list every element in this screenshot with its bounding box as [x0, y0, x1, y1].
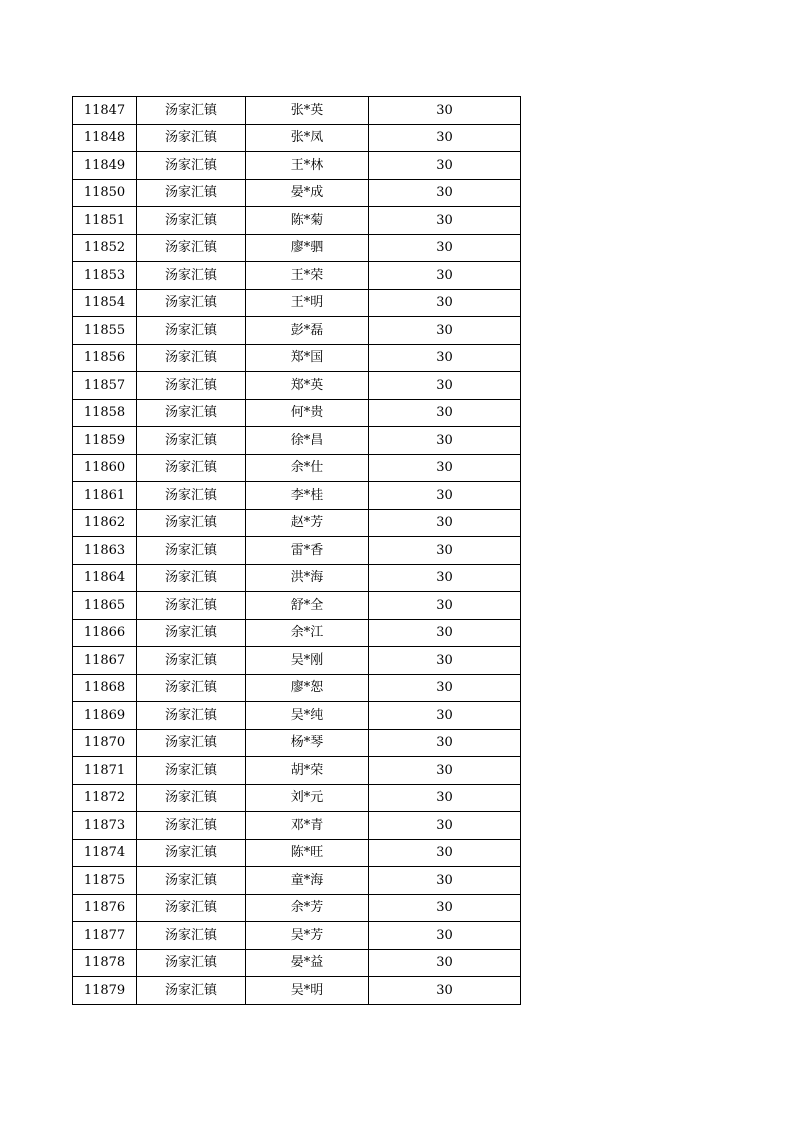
- name-cell: 舒*全: [246, 592, 369, 620]
- name-cell: 吴*刚: [246, 647, 369, 675]
- row-number-cell: 11874: [73, 839, 137, 867]
- table-row: [73, 674, 521, 702]
- table-row: [73, 977, 521, 1005]
- name-cell: 王*荣: [246, 262, 369, 290]
- table-row: [73, 564, 521, 592]
- table-row: [73, 619, 521, 647]
- amount-cell: 30: [369, 867, 521, 895]
- amount-cell: 30: [369, 289, 521, 317]
- row-number-cell: 11862: [73, 509, 137, 537]
- town-cell: 汤家汇镇: [137, 97, 246, 125]
- row-number-cell: 11854: [73, 289, 137, 317]
- name-cell: 彭*磊: [246, 317, 369, 345]
- row-number-cell: 11849: [73, 152, 137, 180]
- amount-cell: 30: [369, 922, 521, 950]
- town-cell: 汤家汇镇: [137, 619, 246, 647]
- name-cell: 雷*香: [246, 537, 369, 565]
- name-cell: 杨*琴: [246, 729, 369, 757]
- town-cell: 汤家汇镇: [137, 894, 246, 922]
- name-cell: 郑*国: [246, 344, 369, 372]
- amount-cell: 30: [369, 729, 521, 757]
- table-row: [73, 427, 521, 455]
- amount-cell: 30: [369, 344, 521, 372]
- amount-cell: 30: [369, 427, 521, 455]
- town-cell: 汤家汇镇: [137, 702, 246, 730]
- row-number-cell: 11856: [73, 344, 137, 372]
- row-number-cell: 11855: [73, 317, 137, 345]
- name-cell: 晏*成: [246, 179, 369, 207]
- town-cell: 汤家汇镇: [137, 454, 246, 482]
- table-row: [73, 234, 521, 262]
- name-cell: 李*桂: [246, 482, 369, 510]
- name-cell: 吴*芳: [246, 922, 369, 950]
- town-cell: 汤家汇镇: [137, 289, 246, 317]
- row-number-cell: 11877: [73, 922, 137, 950]
- row-number-cell: 11857: [73, 372, 137, 400]
- amount-cell: 30: [369, 399, 521, 427]
- town-cell: 汤家汇镇: [137, 124, 246, 152]
- name-cell: 胡*荣: [246, 757, 369, 785]
- town-cell: 汤家汇镇: [137, 207, 246, 235]
- name-cell: 张*凤: [246, 124, 369, 152]
- amount-cell: 30: [369, 124, 521, 152]
- name-cell: 王*明: [246, 289, 369, 317]
- table-body: [73, 97, 521, 1005]
- town-cell: 汤家汇镇: [137, 867, 246, 895]
- amount-cell: 30: [369, 702, 521, 730]
- amount-cell: 30: [369, 482, 521, 510]
- row-number-cell: 11878: [73, 949, 137, 977]
- amount-cell: 30: [369, 757, 521, 785]
- amount-cell: 30: [369, 977, 521, 1005]
- row-number-cell: 11861: [73, 482, 137, 510]
- row-number-cell: 11860: [73, 454, 137, 482]
- table-row: [73, 894, 521, 922]
- name-cell: 廖*驷: [246, 234, 369, 262]
- table-row: [73, 454, 521, 482]
- town-cell: 汤家汇镇: [137, 509, 246, 537]
- table-row: [73, 207, 521, 235]
- row-number-cell: 11866: [73, 619, 137, 647]
- row-number-cell: 11863: [73, 537, 137, 565]
- table-row: [73, 372, 521, 400]
- amount-cell: 30: [369, 509, 521, 537]
- table-row: [73, 509, 521, 537]
- row-number-cell: 11848: [73, 124, 137, 152]
- town-cell: 汤家汇镇: [137, 592, 246, 620]
- amount-cell: 30: [369, 207, 521, 235]
- name-cell: 邓*青: [246, 812, 369, 840]
- amount-cell: 30: [369, 839, 521, 867]
- name-cell: 何*贵: [246, 399, 369, 427]
- table-row: [73, 179, 521, 207]
- name-cell: 晏*益: [246, 949, 369, 977]
- table-row: [73, 482, 521, 510]
- row-number-cell: 11859: [73, 427, 137, 455]
- table-row: [73, 592, 521, 620]
- row-number-cell: 11851: [73, 207, 137, 235]
- amount-cell: 30: [369, 317, 521, 345]
- table-row: [73, 317, 521, 345]
- row-number-cell: 11870: [73, 729, 137, 757]
- town-cell: 汤家汇镇: [137, 949, 246, 977]
- town-cell: 汤家汇镇: [137, 537, 246, 565]
- name-cell: 王*林: [246, 152, 369, 180]
- name-cell: 张*英: [246, 97, 369, 125]
- name-cell: 余*仕: [246, 454, 369, 482]
- row-number-cell: 11867: [73, 647, 137, 675]
- name-cell: 陈*旺: [246, 839, 369, 867]
- table-row: [73, 97, 521, 125]
- town-cell: 汤家汇镇: [137, 922, 246, 950]
- name-cell: 吴*明: [246, 977, 369, 1005]
- name-cell: 郑*英: [246, 372, 369, 400]
- amount-cell: 30: [369, 647, 521, 675]
- table-row: [73, 399, 521, 427]
- table-row: [73, 537, 521, 565]
- roster-table: [72, 96, 521, 1005]
- row-number-cell: 11879: [73, 977, 137, 1005]
- row-number-cell: 11873: [73, 812, 137, 840]
- table-row: [73, 757, 521, 785]
- name-cell: 吴*纯: [246, 702, 369, 730]
- row-number-cell: 11864: [73, 564, 137, 592]
- town-cell: 汤家汇镇: [137, 839, 246, 867]
- amount-cell: 30: [369, 812, 521, 840]
- town-cell: 汤家汇镇: [137, 179, 246, 207]
- name-cell: 洪*海: [246, 564, 369, 592]
- town-cell: 汤家汇镇: [137, 812, 246, 840]
- town-cell: 汤家汇镇: [137, 372, 246, 400]
- table-row: [73, 124, 521, 152]
- table-row: [73, 812, 521, 840]
- town-cell: 汤家汇镇: [137, 317, 246, 345]
- amount-cell: 30: [369, 949, 521, 977]
- row-number-cell: 11847: [73, 97, 137, 125]
- row-number-cell: 11872: [73, 784, 137, 812]
- amount-cell: 30: [369, 592, 521, 620]
- amount-cell: 30: [369, 619, 521, 647]
- row-number-cell: 11865: [73, 592, 137, 620]
- town-cell: 汤家汇镇: [137, 564, 246, 592]
- table-row: [73, 949, 521, 977]
- name-cell: 余*江: [246, 619, 369, 647]
- town-cell: 汤家汇镇: [137, 784, 246, 812]
- town-cell: 汤家汇镇: [137, 482, 246, 510]
- table-row: [73, 729, 521, 757]
- name-cell: 童*海: [246, 867, 369, 895]
- amount-cell: 30: [369, 784, 521, 812]
- town-cell: 汤家汇镇: [137, 152, 246, 180]
- table-row: [73, 152, 521, 180]
- row-number-cell: 11875: [73, 867, 137, 895]
- row-number-cell: 11853: [73, 262, 137, 290]
- table-row: [73, 784, 521, 812]
- row-number-cell: 11871: [73, 757, 137, 785]
- town-cell: 汤家汇镇: [137, 262, 246, 290]
- town-cell: 汤家汇镇: [137, 399, 246, 427]
- town-cell: 汤家汇镇: [137, 427, 246, 455]
- amount-cell: 30: [369, 564, 521, 592]
- name-cell: 廖*恕: [246, 674, 369, 702]
- town-cell: 汤家汇镇: [137, 674, 246, 702]
- name-cell: 刘*元: [246, 784, 369, 812]
- table-row: [73, 839, 521, 867]
- table-row: [73, 262, 521, 290]
- name-cell: 赵*芳: [246, 509, 369, 537]
- town-cell: 汤家汇镇: [137, 344, 246, 372]
- amount-cell: 30: [369, 372, 521, 400]
- amount-cell: 30: [369, 179, 521, 207]
- town-cell: 汤家汇镇: [137, 647, 246, 675]
- name-cell: 余*芳: [246, 894, 369, 922]
- row-number-cell: 11869: [73, 702, 137, 730]
- name-cell: 陈*菊: [246, 207, 369, 235]
- town-cell: 汤家汇镇: [137, 757, 246, 785]
- amount-cell: 30: [369, 537, 521, 565]
- amount-cell: 30: [369, 152, 521, 180]
- amount-cell: 30: [369, 234, 521, 262]
- table-row: [73, 922, 521, 950]
- town-cell: 汤家汇镇: [137, 234, 246, 262]
- town-cell: 汤家汇镇: [137, 977, 246, 1005]
- table-row: [73, 867, 521, 895]
- row-number-cell: 11858: [73, 399, 137, 427]
- town-cell: 汤家汇镇: [137, 729, 246, 757]
- row-number-cell: 11876: [73, 894, 137, 922]
- row-number-cell: 11852: [73, 234, 137, 262]
- amount-cell: 30: [369, 454, 521, 482]
- table-row: [73, 289, 521, 317]
- name-cell: 徐*昌: [246, 427, 369, 455]
- amount-cell: 30: [369, 97, 521, 125]
- amount-cell: 30: [369, 674, 521, 702]
- table-row: [73, 344, 521, 372]
- row-number-cell: 11850: [73, 179, 137, 207]
- table-row: [73, 702, 521, 730]
- row-number-cell: 11868: [73, 674, 137, 702]
- table-row: [73, 647, 521, 675]
- amount-cell: 30: [369, 262, 521, 290]
- amount-cell: 30: [369, 894, 521, 922]
